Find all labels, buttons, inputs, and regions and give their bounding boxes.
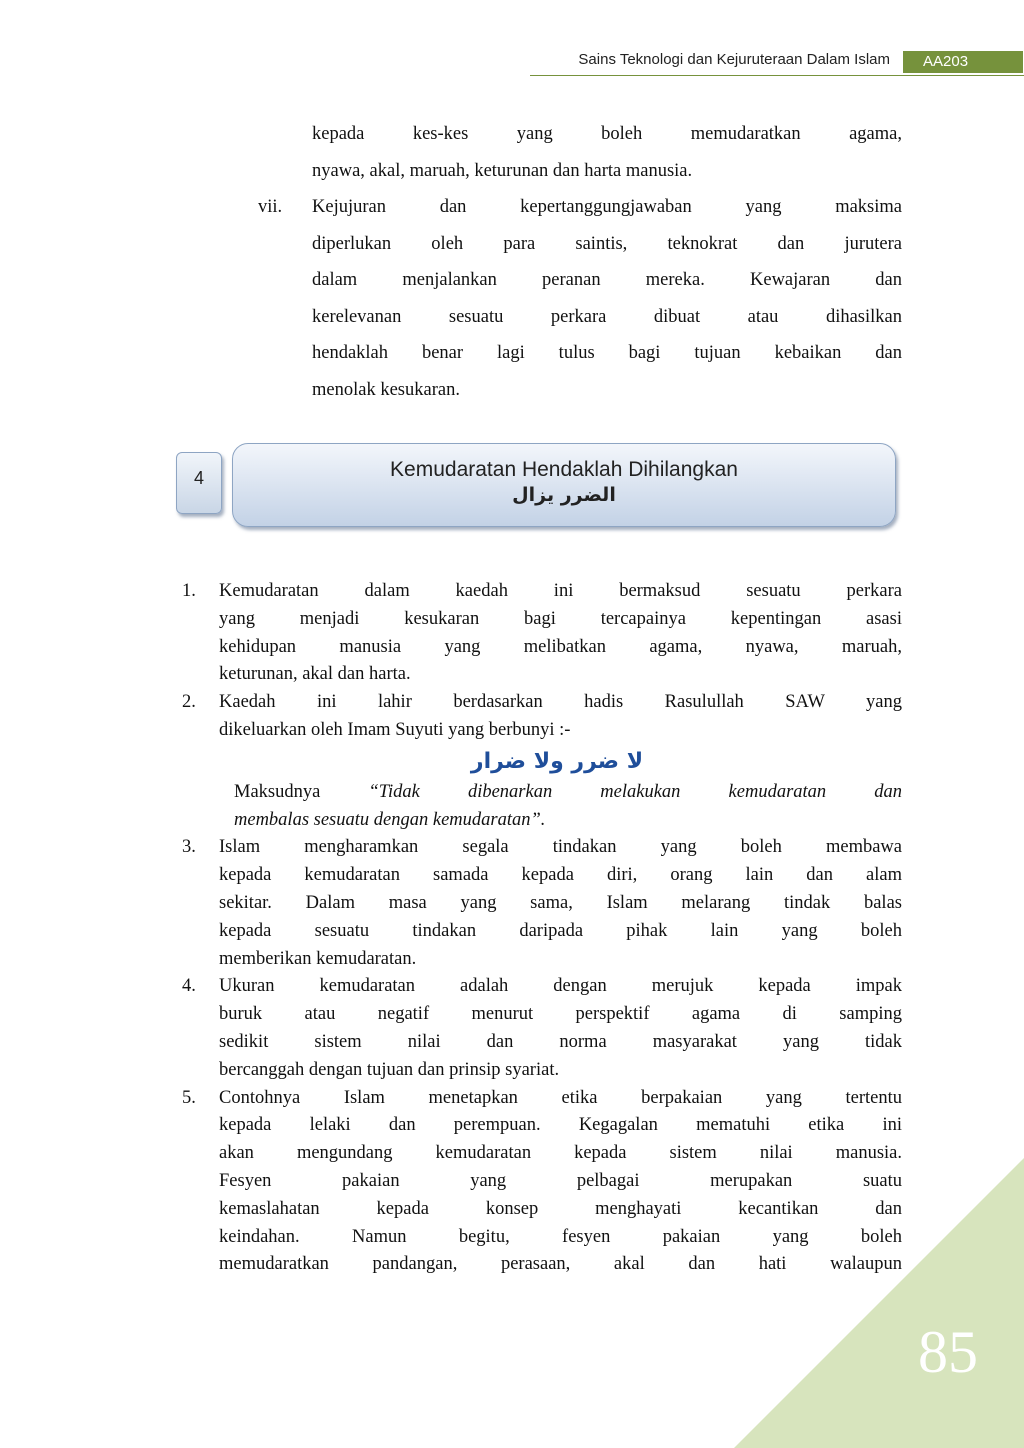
hadith-arabic: لا ضرر ولا ضرار (470, 748, 644, 774)
text-line: sekitar. Dalam masa yang sama, Islam melarang tindak balas (219, 892, 902, 913)
text-line: bercanggah dengan tujuan dan prinsip syariat. (219, 1059, 560, 1080)
text-line: memudaratkan pandangan, perasaan, akal dan hati walaupun (219, 1254, 902, 1275)
text-line: Islam mengharamkan segala tindakan yang boleh membawa (219, 837, 902, 858)
point-vii-paragraph (312, 189, 902, 408)
text-line: memberikan kemudaratan. (219, 948, 417, 969)
section-arabic-title: الضرر يزال (512, 484, 616, 506)
text-line: Kemudaratan dalam kaedah ini bermaksud sesuatu perkara (219, 581, 902, 601)
text-line: kepada lelaki dan perempuan. Kegagalan mematuhi etika ini (219, 1115, 902, 1136)
text-line: kemaslahatan kepada konsep menghayati kecantikan dan (219, 1198, 902, 1219)
text-line: nyawa, akal, maruah, keturunan dan harta manusia. (312, 160, 693, 181)
text-line: keindahan. Namun begitu, fesyen pakaian yang boleh (219, 1226, 902, 1247)
section-heading-box (232, 443, 896, 527)
text-line: sedikit sistem nilai dan norma masyarakat yang tidak (219, 1031, 902, 1052)
list-number: 3. (182, 837, 196, 858)
text-line: Kejujuran dan kepertanggungjawaban yang maksima (312, 197, 902, 217)
list-number: 4. (182, 976, 196, 997)
text-line: yang menjadi kesukaran bagi tercapainya kepentingan asasi (219, 608, 902, 629)
text-line: Fesyen pakaian yang pelbagai merupakan suatu (219, 1170, 902, 1191)
course-code-badge: AA203 (903, 51, 1023, 73)
meaning-line: membalas sesuatu dengan kemudaratan”. (234, 809, 546, 830)
section-title: Kemudaratan Hendaklah Dihilangkan (390, 458, 738, 481)
text-line: akan mengundang kemudaratan kepada sistem nilai manusia. (219, 1143, 902, 1164)
text-line: Ukuran kemudaratan adalah dengan merujuk kepada impak (219, 976, 902, 997)
list-item (182, 689, 902, 745)
text-line: kepada kemudaratan samada kepada diri, orang lain dan alam (219, 865, 902, 886)
text-line: buruk atau negatif menurut perspektif agama di samping (219, 1004, 902, 1025)
corner-triangle-decoration (734, 1158, 1024, 1448)
list-number: 2. (182, 692, 196, 713)
list-number: 1. (182, 581, 196, 601)
list-item (182, 834, 902, 973)
text-line: kerelevanan sesuatu perkara dibuat atau dihasilkan (312, 306, 902, 327)
page-number: 85 (918, 1319, 978, 1385)
hadith-meaning (182, 779, 902, 835)
section-number-box: 4 (176, 452, 222, 514)
header-divider (530, 75, 1024, 76)
text-line: keturunan, akal dan harta. (219, 664, 411, 685)
text-line: dikeluarkan oleh Imam Suyuti yang berbunyi :- (219, 719, 571, 740)
running-header-title: Sains Teknologi dan Kejuruteraan Dalam Islam (578, 51, 890, 68)
roman-numeral: vii. (258, 197, 283, 217)
meaning-lead: Maksudnya (234, 781, 321, 802)
meaning-text: “Tidak dibenarkan melakukan kemudaratan dan (368, 781, 903, 802)
text-line: Contohnya Islam menetapkan etika berpakaian yang tertentu (219, 1087, 902, 1108)
list-number: 5. (182, 1087, 196, 1108)
text-line: menolak kesukaran. (312, 379, 460, 400)
text-line: diperlukan oleh para saintis, teknokrat dan jurutera (312, 233, 902, 254)
text-line: kepada sesuatu tindakan daripada pihak lain yang boleh (219, 920, 902, 941)
text-line: hendaklah benar lagi tulus bagi tujuan kebaikan dan (312, 343, 902, 363)
list-item (182, 973, 902, 1084)
text-line: kepada kes-kes yang boleh memudaratkan agama, (312, 124, 902, 144)
text-line: Kaedah ini lahir berdasarkan hadis Rasulullah SAW yang (219, 692, 902, 713)
text-line: kehidupan manusia yang melibatkan agama, nyawa, maruah, (219, 636, 902, 657)
continuation-paragraph (312, 116, 902, 189)
meaning-line (234, 779, 902, 807)
list-item (182, 578, 902, 689)
text-line: dalam menjalankan peranan mereka. Kewajaran dan (312, 270, 902, 290)
